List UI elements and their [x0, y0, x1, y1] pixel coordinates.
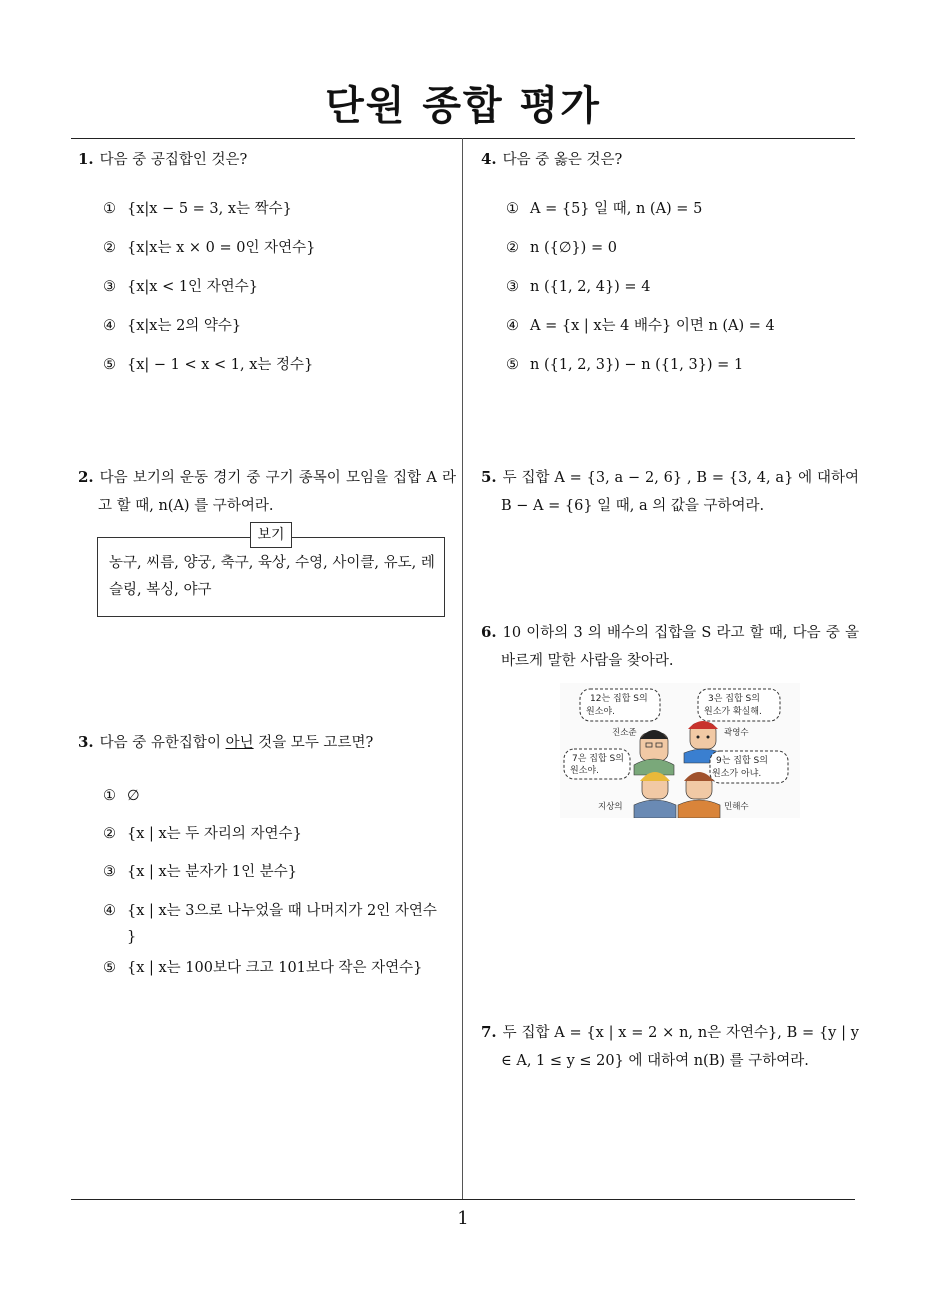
choice-text: {x | x는 3으로 나누었을 때 나머지가 2인 자연수 [127, 903, 437, 919]
question-3 [78, 728, 456, 757]
question-number: 5. [481, 468, 497, 486]
question-text: 10 이하의 3 의 배수의 집합을 S 라고 할 때, 다음 중 올바르게 말한 사람을 찾아라. [501, 625, 859, 669]
choice-text: {x|x는 x × 0 = 0인 자연수} [127, 240, 316, 256]
choice-1-4 [103, 313, 241, 339]
choice-text: ∅ [127, 788, 140, 804]
choice-text: A = {5} 일 때, n (A) = 5 [530, 201, 703, 217]
choice-mark: ② [103, 240, 116, 256]
choice-text: n ({1, 2, 4}) = 4 [530, 279, 651, 295]
choice-3-1 [103, 783, 140, 809]
choice-mark: ④ [506, 318, 519, 334]
choice-1-1 [103, 196, 292, 222]
choice-1-5 [103, 352, 313, 378]
speech-line: 원소가 아냐. [712, 769, 762, 779]
choice-mark: ④ [103, 318, 116, 334]
choice-3-4-continued [127, 924, 136, 950]
question-1 [78, 145, 456, 174]
question-text: 다음 보기의 운동 경기 중 구기 종목이 모임을 집합 A 라고 할 때, n(A) 를 구하여라. [98, 470, 456, 514]
question-number: 7. [481, 1023, 497, 1041]
question-7 [481, 1018, 859, 1075]
question-number: 1. [78, 150, 94, 168]
choice-text: {x|x < 1인 자연수} [127, 279, 258, 295]
choice-mark: ① [506, 201, 519, 217]
choice-1-3 [103, 274, 258, 300]
choice-text: A = {x | x는 4 배수} 이면 n (A) = 4 [530, 318, 775, 334]
bogi-text: 농구, 씨름, 양궁, 축구, 육상, 수영, 사이클, 유도, 레슬링, 복싱, 야구 [109, 555, 435, 598]
page-number: 1 [457, 1208, 469, 1229]
speech-line: 원소야. [570, 766, 599, 776]
person-name: 진소준 [612, 728, 637, 738]
choice-text: {x | x는 분자가 1인 분수} [127, 864, 298, 880]
question-text: 다음 중 옳은 것은? [502, 152, 623, 168]
choice-4-2 [506, 235, 617, 261]
speech-bubble-4 [710, 751, 788, 783]
question-text: 두 집합 A = {x | x = 2 × n, n은 자연수}, B = {y | y ∈ A, 1 ≤ y ≤ 20} 에 대하여 n(B) 를 구하여라. [501, 1025, 859, 1069]
choice-mark: ③ [103, 279, 116, 295]
choice-mark: ④ [103, 903, 116, 919]
choice-mark: ① [103, 201, 116, 217]
choice-mark: ③ [506, 279, 519, 295]
choice-mark: ① [103, 788, 116, 804]
person-name: 곽영수 [724, 728, 749, 738]
choice-4-4 [506, 313, 775, 339]
page-title: 단원 종합 평가 [325, 83, 601, 129]
choice-3-2 [103, 821, 302, 847]
choice-mark: ⑤ [103, 357, 116, 373]
person-name: 민해수 [724, 802, 749, 812]
choice-text: n ({∅}) = 0 [530, 240, 617, 256]
choice-4-3 [506, 274, 650, 300]
choice-text: {x | x는 100보다 크고 101보다 작은 자연수} [127, 960, 423, 976]
speech-bubble-2 [698, 689, 780, 721]
choice-text: {x | x는 두 자리의 자연수} [127, 826, 302, 842]
question-number: 3. [78, 733, 94, 751]
choice-mark: ② [103, 826, 116, 842]
bottom-rule [71, 1199, 855, 1200]
choice-3-3 [103, 859, 297, 885]
top-rule [71, 138, 855, 139]
question-number: 6. [481, 623, 497, 641]
question-5 [481, 463, 859, 520]
speech-line: 7은 집합 S의 [572, 754, 624, 764]
speech-line: 12는 집합 S의 [590, 694, 648, 704]
choice-text: {x|x는 2의 약수} [127, 318, 242, 334]
speech-bubble-3 [564, 749, 630, 779]
choice-text: } [127, 929, 137, 945]
question-number: 2. [78, 468, 94, 486]
question-4 [481, 145, 859, 174]
speech-line: 원소가 확실해. [704, 707, 762, 717]
choice-mark: ③ [103, 864, 116, 880]
choice-4-1 [506, 196, 702, 222]
choice-mark: ② [506, 240, 519, 256]
underlined-word: 아닌 [225, 735, 254, 751]
question-text: 두 집합 A = {3, a − 2, 6} , B = {3, 4, a} 에 대하여 B − A = {6} 일 때, a 의 값을 구하여라. [501, 470, 859, 514]
speech-line: 3은 집합 S의 [708, 694, 760, 704]
question-text: 다음 중 유한집합이 [99, 735, 226, 751]
speech-bubble-1 [580, 689, 660, 721]
speech-line: 원소야. [586, 707, 615, 717]
person-name: 지상의 [598, 802, 623, 812]
question-text: 다음 중 공집합인 것은? [99, 152, 248, 168]
choice-3-4 [103, 898, 437, 924]
question-number: 4. [481, 150, 497, 168]
choice-mark: ⑤ [103, 960, 116, 976]
speech-illustration [560, 683, 800, 818]
choice-text: {x|x − 5 = 3, x는 짝수} [127, 201, 292, 217]
choice-text: {x| − 1 < x < 1, x는 정수} [127, 357, 314, 373]
question-6 [481, 618, 859, 675]
choice-mark: ⑤ [506, 357, 519, 373]
question-2 [78, 463, 456, 520]
speech-line: 9는 집합 S의 [716, 756, 768, 766]
choice-3-5 [103, 955, 422, 981]
column-divider [462, 138, 463, 1200]
choice-4-5 [506, 352, 743, 378]
choice-text: n ({1, 2, 3}) − n ({1, 3}) = 1 [530, 357, 744, 373]
choice-1-2 [103, 235, 315, 261]
bogi-label: 보기 [250, 522, 292, 548]
question-text: 것을 모두 고르면? [253, 735, 374, 751]
